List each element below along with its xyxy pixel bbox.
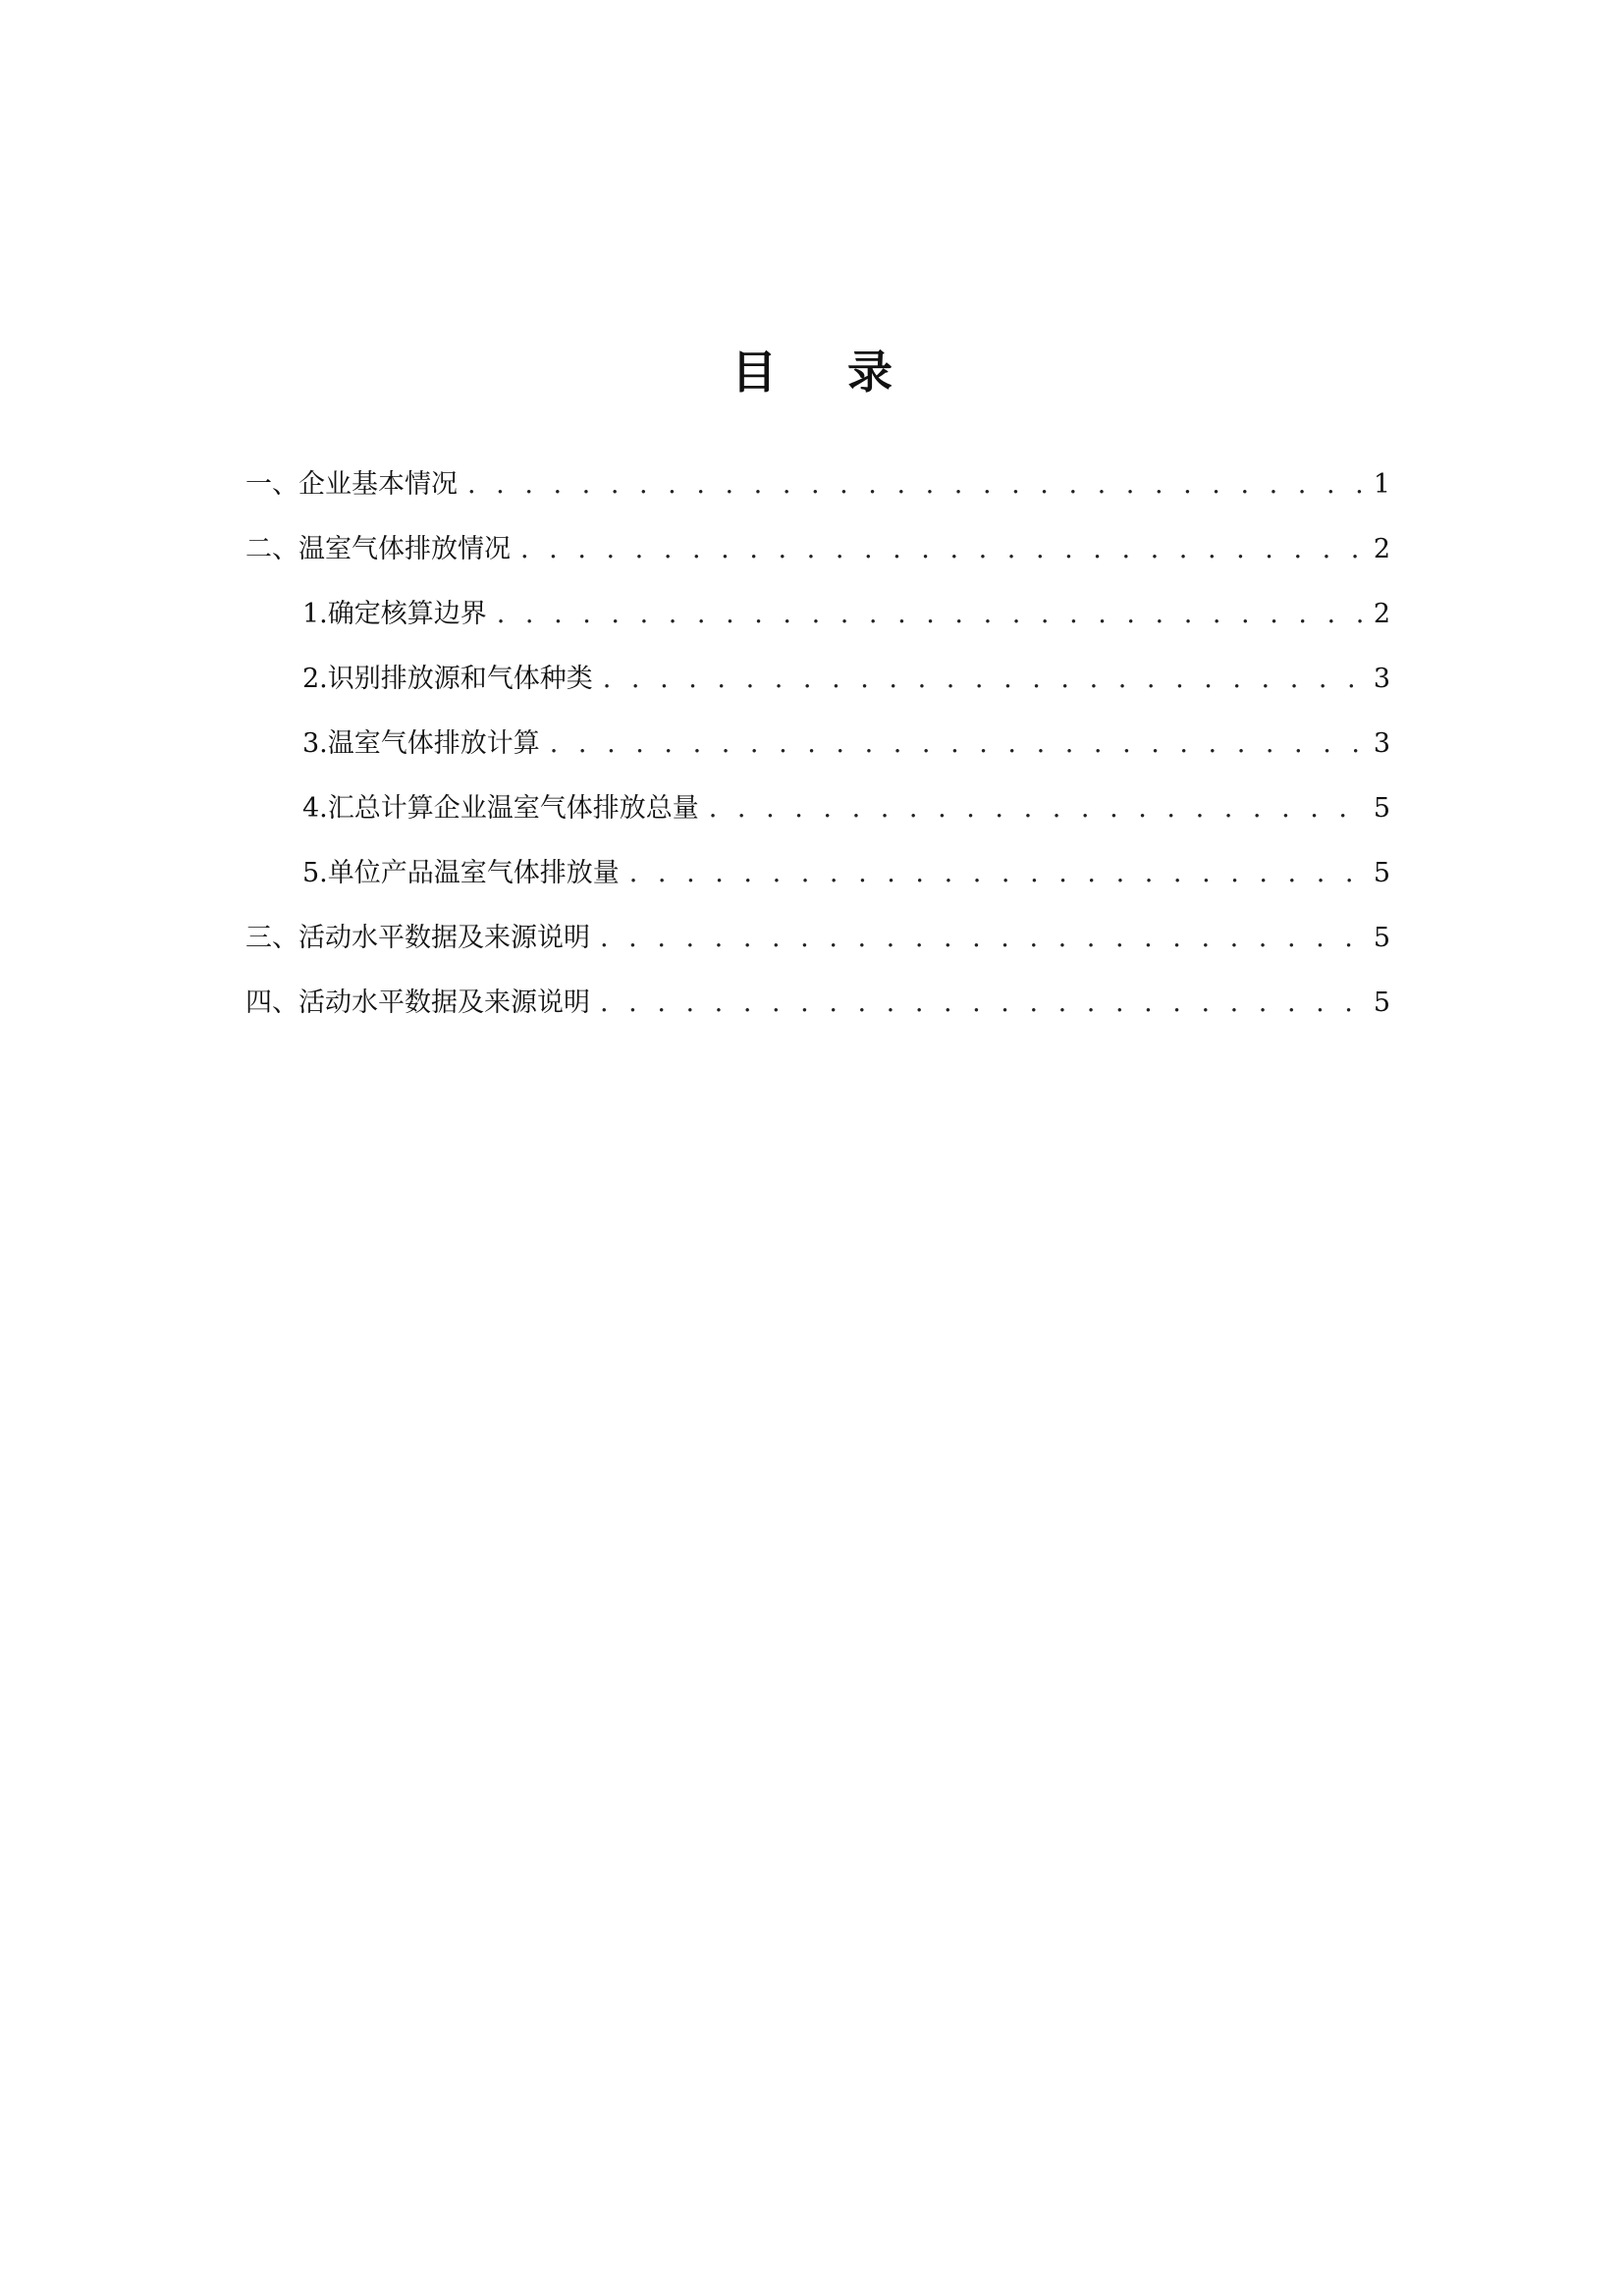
toc-entry-label: 3.温室气体排放计算	[302, 728, 540, 759]
toc-entry-label: 4.汇总计算企业温室气体排放总量	[302, 793, 699, 824]
toc-dot-leader	[550, 726, 1364, 762]
toc-entry-label: 2.识别排放源和气体种类	[302, 664, 593, 694]
toc-dot-leader	[600, 921, 1364, 956]
toc-entry-page-number: 5	[1373, 923, 1390, 953]
toc-dot-leader	[497, 597, 1364, 632]
toc-dot-leader	[600, 986, 1364, 1021]
table-of-contents	[245, 467, 1390, 1050]
toc-entry-label: 5.单位产品温室气体排放量	[302, 858, 620, 888]
toc-entry-label: 四、活动水平数据及来源说明	[245, 988, 590, 1018]
toc-entry-label: 1.确定核算边界	[302, 599, 487, 629]
toc-dot-leader	[467, 467, 1364, 503]
toc-dot-leader	[709, 791, 1364, 827]
toc-subentry[interactable]	[245, 597, 1390, 662]
toc-subentry[interactable]	[245, 856, 1390, 921]
toc-entry[interactable]	[245, 921, 1390, 986]
toc-entry[interactable]	[245, 467, 1390, 532]
toc-entry[interactable]	[245, 986, 1390, 1050]
toc-entry-page-number: 3	[1373, 728, 1390, 759]
page-title: 目 录	[731, 345, 920, 399]
toc-entry[interactable]	[245, 532, 1390, 597]
toc-entry-page-number: 3	[1373, 664, 1390, 694]
toc-dot-leader	[603, 662, 1364, 697]
toc-dot-leader	[629, 856, 1364, 891]
toc-entry-page-number: 5	[1373, 858, 1390, 888]
toc-subentry[interactable]	[245, 726, 1390, 791]
toc-entry-label: 三、活动水平数据及来源说明	[245, 923, 590, 953]
toc-entry-page-number: 5	[1373, 793, 1390, 824]
toc-entry-label: 一、企业基本情况	[245, 469, 458, 500]
toc-entry-page-number: 2	[1373, 599, 1390, 629]
toc-entry-page-number: 5	[1373, 988, 1390, 1018]
toc-subentry[interactable]	[245, 791, 1390, 856]
toc-entry-page-number: 1	[1373, 469, 1390, 500]
toc-entry-label: 二、温室气体排放情况	[245, 534, 511, 564]
toc-subentry[interactable]	[245, 662, 1390, 726]
toc-entry-page-number: 2	[1373, 534, 1390, 564]
toc-dot-leader	[520, 532, 1364, 567]
